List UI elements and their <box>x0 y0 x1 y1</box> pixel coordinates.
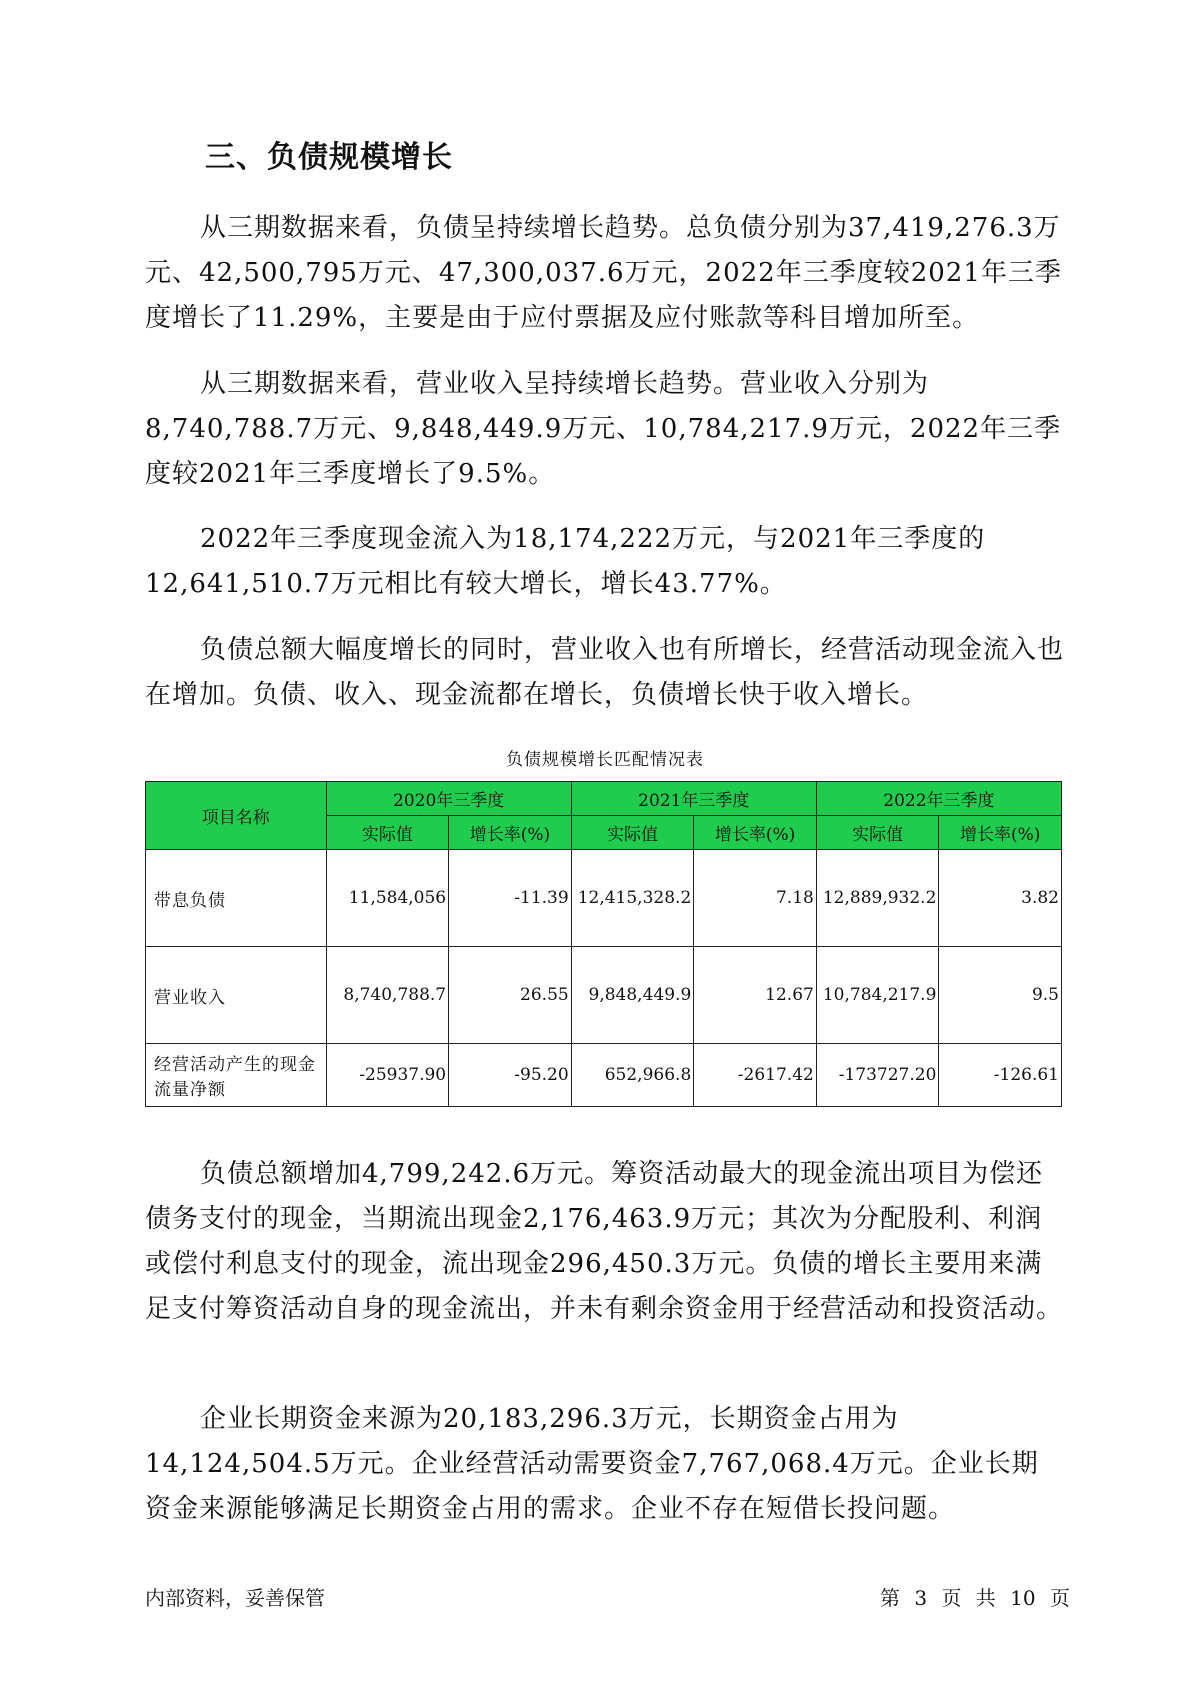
row-label: 带息负债 <box>146 850 327 947</box>
subheader-actual: 实际值 <box>571 816 694 850</box>
table-cell: 3.82 <box>939 850 1062 947</box>
paragraph-revenue: 从三期数据来看，营业收入呈持续增长趋势。营业收入分别为8,740,788.7万元、9,848,449.9万元、10,784,217.9万元，2022年三季度较2021年三季度增长了9.5%。 <box>145 369 1062 489</box>
subheader-actual: 实际值 <box>326 816 449 850</box>
paragraph-summary: 负债总额大幅度增长的同时，营业收入也有所增长，经营活动现金流入也在增加。负债、收入、现金流都在增长，负债增长快于收入增长。 <box>145 635 1065 710</box>
header-period-2021: 2021年三季度 <box>571 782 816 816</box>
table-cell: 7.18 <box>694 850 817 947</box>
paragraph-total-liabilities: 从三期数据来看，负债呈持续增长趋势。总负债分别为37,419,276.3万元、42,500,795万元、47,300,037.6万元，2022年三季度较2021年三季度增长了11.29%，主要是由于应付票据及应付账款等科目增加所至。 <box>145 213 1062 333</box>
table-cell: 11,584,056 <box>326 850 449 947</box>
paragraph-cash-inflow: 2022年三季度现金流入为18,174,222万元，与2021年三季度的12,641,510.7万元相比有较大增长，增长43.77%。 <box>145 524 986 599</box>
header-item-name: 项目名称 <box>146 782 327 850</box>
table-cell: 652,966.8 <box>571 1044 694 1107</box>
paragraph-financing: 负债总额增加4,799,242.6万元。筹资活动最大的现金流出项目为偿还债务支付的现金，当期流出现金2,176,463.9万元；其次为分配股利、利润或偿付利息支付的现金，流出现金296,450.3万元。负债的增长主要用来满足支付筹资活动自身的现金流出，并未有剩余资金用于经营活动和投资活动。 <box>145 1159 1064 1324</box>
table-cell: 26.55 <box>449 947 572 1044</box>
table-cell: -2617.42 <box>694 1044 817 1107</box>
subheader-growth-rate: 增长率(%) <box>449 816 572 850</box>
table-cell: 12,415,328.2 <box>571 850 694 947</box>
table-cell: -11.39 <box>449 850 572 947</box>
table-cell: 8,740,788.7 <box>326 947 449 1044</box>
table-row <box>146 850 1062 947</box>
table-cell: -25937.90 <box>326 1044 449 1107</box>
subheader-growth-rate: 增长率(%) <box>694 816 817 850</box>
table-cell: 9.5 <box>939 947 1062 1044</box>
subheader-actual: 实际值 <box>816 816 939 850</box>
table-row <box>146 947 1062 1044</box>
row-label: 经营活动产生的现金流量净额 <box>146 1044 327 1107</box>
table-cell: -173727.20 <box>816 1044 939 1107</box>
table-row <box>146 1044 1062 1107</box>
liability-match-table <box>145 781 1062 1107</box>
paragraph-long-term-funds: 企业长期资金来源为20,183,296.3万元，长期资金占用为14,124,504.5万元。企业经营活动需要资金7,767,068.4万元。企业长期资金来源能够满足长期资金占用的需求。企业不存在短借长投问题。 <box>145 1404 1039 1524</box>
table-caption: 负债规模增长匹配情况表 <box>506 750 704 770</box>
table-cell: 12,889,932.2 <box>816 850 939 947</box>
row-label: 营业收入 <box>146 947 327 1044</box>
header-period-2022: 2022年三季度 <box>816 782 1061 816</box>
table-cell: 12.67 <box>694 947 817 1044</box>
footer-page-number: 第 3 页 共 10 页 <box>880 1586 1070 1610</box>
table-cell: -95.20 <box>449 1044 572 1107</box>
table-cell: 10,784,217.9 <box>816 947 939 1044</box>
section-heading: 三、负债规模增长 <box>205 140 453 175</box>
subheader-growth-rate: 增长率(%) <box>939 816 1062 850</box>
table-cell: -126.61 <box>939 1044 1062 1107</box>
table-cell: 9,848,449.9 <box>571 947 694 1044</box>
footer-confidential-note: 内部资料，妥善保管 <box>145 1586 325 1610</box>
header-period-2020: 2020年三季度 <box>326 782 571 816</box>
